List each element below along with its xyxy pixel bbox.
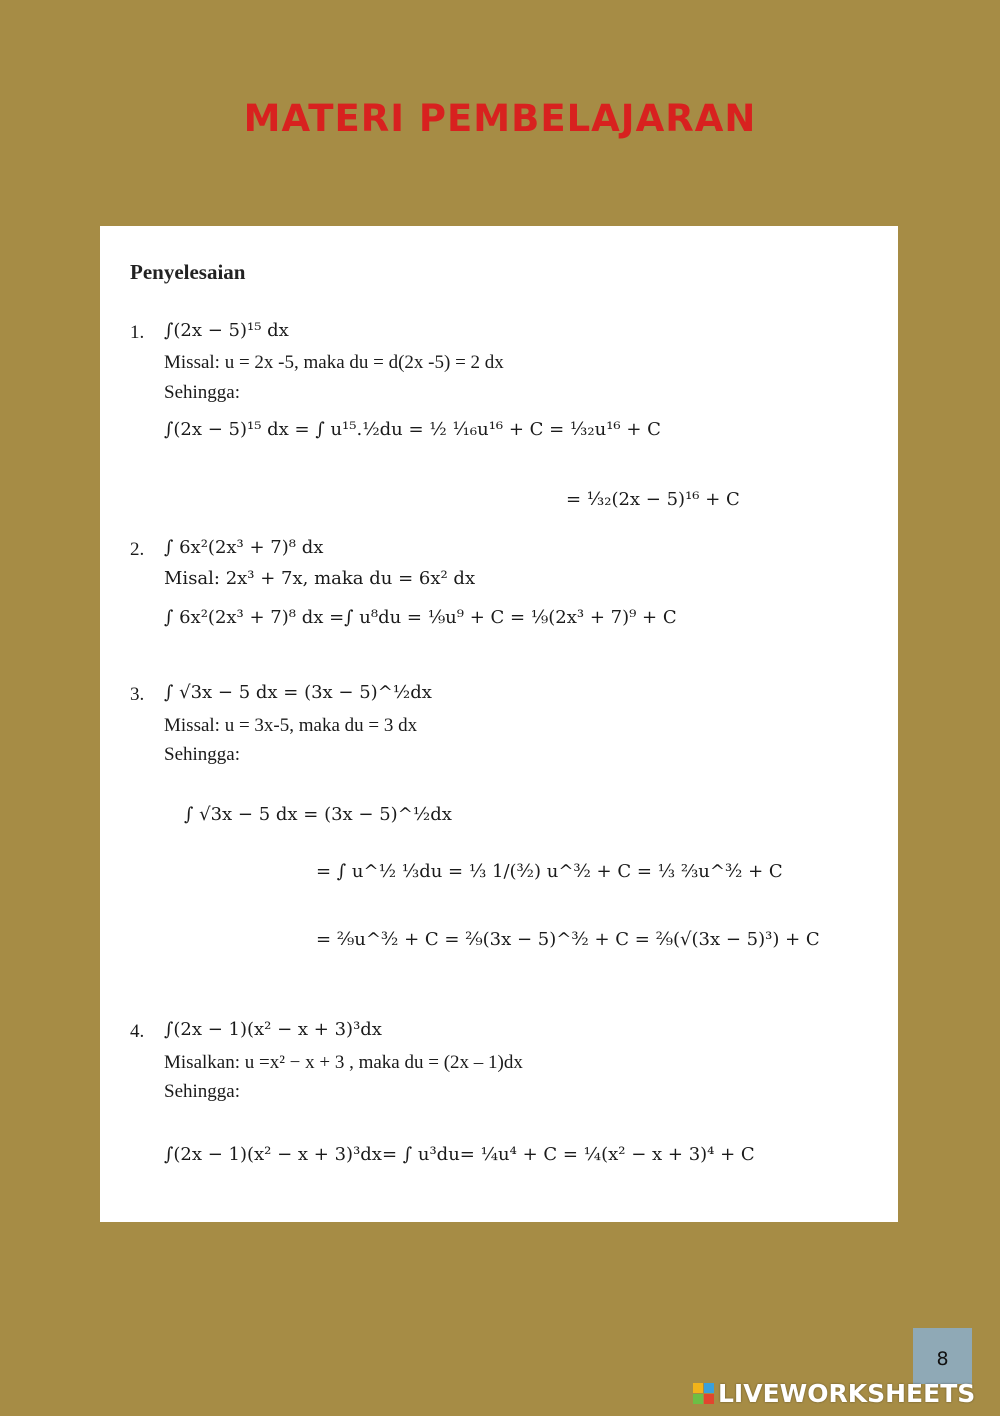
item-1-integral: ∫(2x − 5)¹⁵ dx	[164, 320, 289, 341]
item-3-step-3: = ²⁄₉u^³⁄₂ + C = ²⁄₉(3x − 5)^³⁄₂ + C = ²⁄₉(√(3x − 5)³) + C	[316, 929, 820, 950]
item-3-step-2: = ∫ u^½ ⅓du = ⅓ 1/(³⁄₂) u^³⁄₂ + C = ⅓ ⅔u^³⁄₂ + C	[316, 861, 783, 882]
item-4-step-1: ∫(2x − 1)(x² − x + 3)³dx= ∫ u³du= ¼u⁴ + C = ¼(x² − x + 3)⁴ + C	[164, 1144, 755, 1165]
item-1-step-2: = ¹⁄₃₂(2x − 5)¹⁶ + C	[566, 489, 740, 510]
page-title: MATERI PEMBELAJARAN	[243, 97, 757, 140]
content-panel	[100, 226, 898, 1222]
item-3-integral: ∫ √3x − 5 dx = (3x − 5)^½dx	[164, 682, 432, 703]
item-4-number: 4.	[130, 1021, 145, 1042]
page-number-badge	[913, 1328, 972, 1384]
item-3-sehingga: Sehingga:	[164, 744, 240, 765]
item-1-sehingga: Sehingga:	[164, 382, 240, 403]
item-3-number: 3.	[130, 684, 145, 705]
item-3-step-1: ∫ √3x − 5 dx = (3x − 5)^½dx	[184, 804, 452, 825]
item-4-substitution: Misalkan: u =x² − x + 3 , maka du = (2x – 1)dx	[164, 1052, 523, 1073]
item-4-sehingga: Sehingga:	[164, 1081, 240, 1102]
liveworksheets-logo	[693, 1378, 975, 1408]
item-2-substitution: Misal: 2x³ + 7x, maka du = 6x² dx	[164, 568, 476, 589]
item-2-step-1: ∫ 6x²(2x³ + 7)⁸ dx =∫ u⁸du = ⅑u⁹ + C = ⅑(2x³ + 7)⁹ + C	[164, 607, 677, 628]
item-1-number: 1.	[130, 322, 145, 343]
item-2-integral: ∫ 6x²(2x³ + 7)⁸ dx	[164, 537, 324, 558]
item-3-substitution: Missal: u = 3x-5, maka du = 3 dx	[164, 715, 418, 736]
solution-heading: Penyelesaian	[130, 260, 246, 284]
item-1-step-1: ∫(2x − 5)¹⁵ dx = ∫ u¹⁵.½du = ½ ¹⁄₁₆u¹⁶ + C = ¹⁄₃₂u¹⁶ + C	[164, 419, 661, 440]
page-number: 8	[936, 1348, 949, 1370]
item-1-substitution: Missal: u = 2x -5, maka du = d(2x -5) = 2 dx	[164, 352, 504, 373]
item-4-integral: ∫(2x − 1)(x² − x + 3)³dx	[164, 1019, 382, 1040]
brand-name: LIVEWORKSHEETS	[718, 1378, 976, 1408]
item-2-number: 2.	[130, 539, 145, 560]
liveworksheets-logo-icon	[693, 1383, 714, 1404]
